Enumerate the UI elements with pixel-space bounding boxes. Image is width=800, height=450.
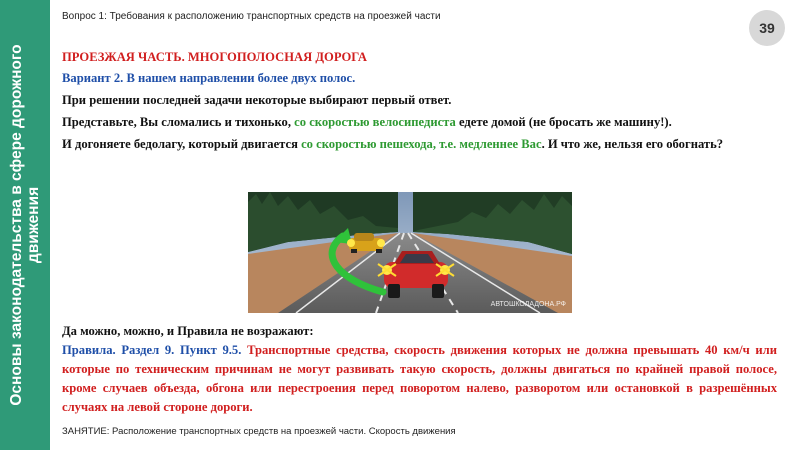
paragraph-2-text-end: едете домой (не бросать же машину!).: [455, 115, 672, 129]
answer-text: Да можно, можно, и Правила не возражают:: [62, 324, 314, 338]
paragraph-3-text: И догоняете бедолагу, который двигается: [62, 137, 302, 151]
paragraph-2: [62, 113, 777, 132]
rule-reference: Правила. Раздел 9. Пункт 9.5.: [62, 343, 242, 357]
paragraph-3: [62, 135, 777, 154]
sidebar-title: Основы законодательства в сфере дорожного движения: [8, 44, 42, 406]
rule-paragraph: [62, 341, 777, 417]
road-illustration: [248, 192, 572, 313]
sidebar: [0, 0, 50, 450]
question-header: Вопрос 1: Требования к расположению транспортных средств на проезжей части: [62, 11, 441, 22]
rule-text: Транспортные средства, скорость движения которых не должна превышать 40 км/ч или которые по техническим причинам не могут развивать такую скорость, должны двигаться по крайней правой полосе, кроме случаев объезда, обгона или перестроения перед поворотом налево, разворотом или остановкой в разрешённых случаях на левой стороне дороги.: [62, 343, 777, 414]
image-watermark: АВТОШКОЛАДОНА.РФ: [490, 301, 566, 308]
slide-number-badge: 39: [749, 10, 785, 46]
section-title: ПРОЕЗЖАЯ ЧАСТЬ. МНОГОПОЛОСНАЯ ДОРОГА: [62, 50, 367, 64]
road-scene: [248, 192, 572, 313]
paragraph-3-text-end: . И что же, нельзя его обогнать?: [541, 137, 724, 151]
variant-heading: Вариант 2. В нашем направлении более двух полос.: [62, 71, 356, 85]
paragraph-2-text: Представьте, Вы сломались и тихонько,: [62, 115, 295, 129]
paragraph-1: При решении последней задачи некоторые выбирают первый ответ.: [62, 93, 452, 107]
answer-section: [62, 322, 777, 417]
bicycle-speed-highlight: со скоростью велосипедиста: [294, 115, 456, 129]
main-content: [62, 48, 777, 154]
lesson-footer: ЗАНЯТИЕ: Расположение транспортных средств на проезжей части. Скорость движения: [62, 426, 456, 437]
pedestrian-speed-highlight: со скоростью пешехода, т.е. медленнее Вас: [301, 137, 542, 151]
